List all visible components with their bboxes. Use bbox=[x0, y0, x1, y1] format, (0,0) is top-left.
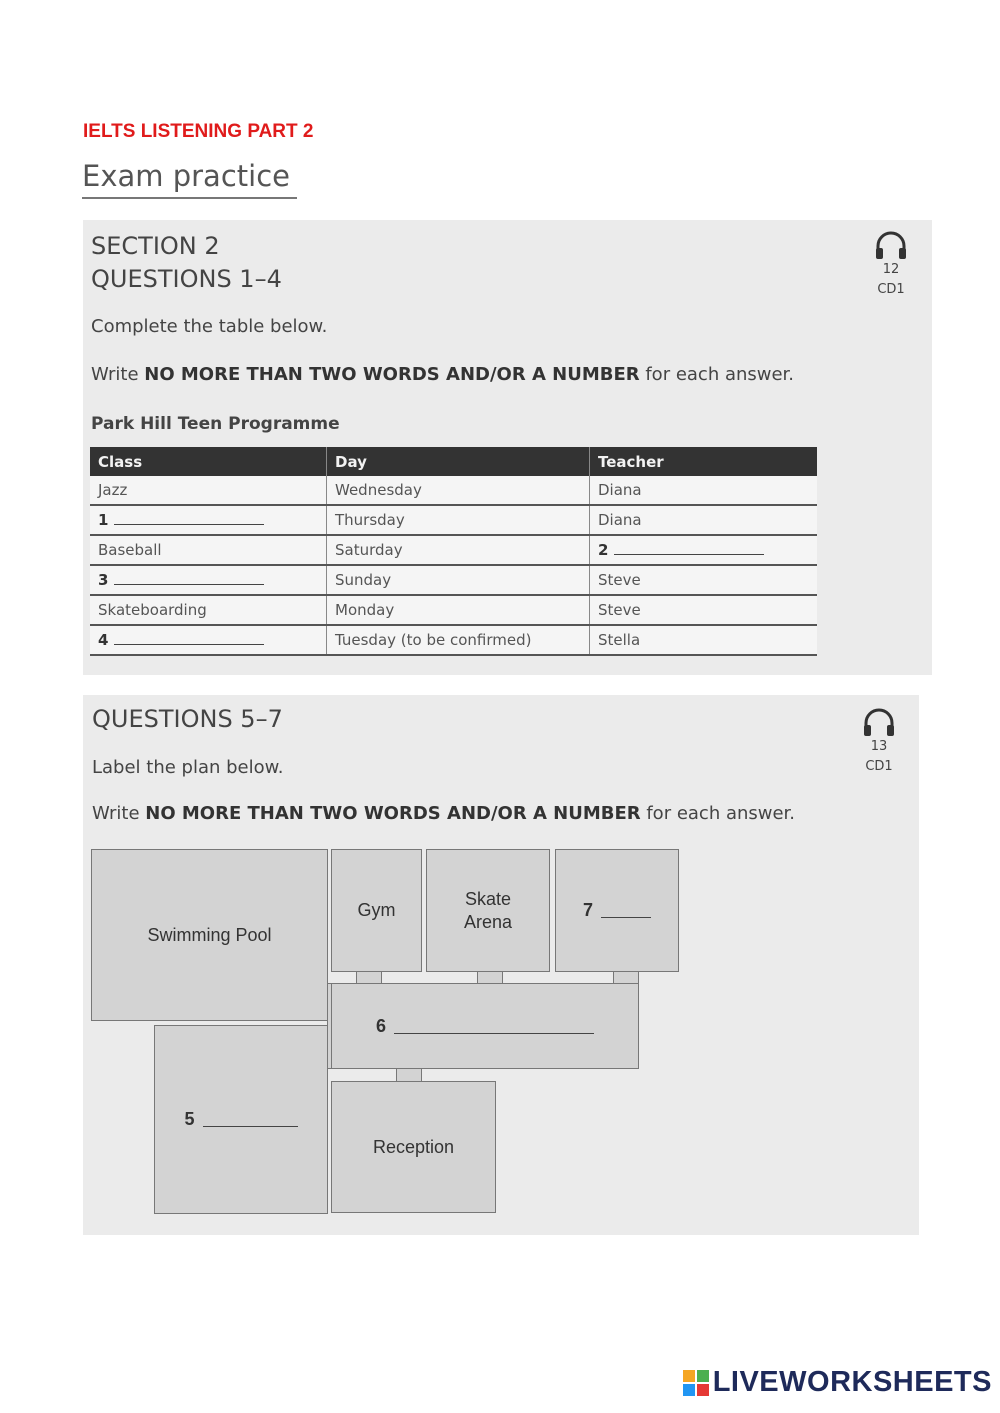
class-cell: Jazz bbox=[90, 476, 327, 505]
questions-heading: QUESTIONS 1–4 bbox=[91, 265, 282, 293]
day-cell: Saturday bbox=[327, 535, 590, 565]
instruction-label-plan: Label the plan below. bbox=[92, 757, 284, 778]
instruction-word-limit: Write NO MORE THAN TWO WORDS AND/OR A NUMBER for each answer. bbox=[91, 364, 795, 385]
table-row bbox=[90, 565, 817, 595]
answer-blank-4[interactable]: 4 bbox=[90, 625, 327, 655]
headphones-icon bbox=[873, 230, 909, 260]
questions-heading: QUESTIONS 5–7 bbox=[92, 705, 283, 733]
table-row bbox=[90, 625, 817, 655]
table-row bbox=[90, 476, 817, 505]
column-header: Teacher bbox=[590, 447, 818, 476]
day-cell: Sunday bbox=[327, 565, 590, 595]
logo-icon bbox=[683, 1370, 709, 1396]
floor-plan bbox=[83, 695, 919, 1235]
room-gym: Gym bbox=[331, 849, 422, 972]
day-cell: Tuesday (to be confirmed) bbox=[327, 625, 590, 655]
table-title: Park Hill Teen Programme bbox=[91, 414, 340, 434]
answer-blank-2[interactable]: 2 bbox=[590, 535, 818, 565]
answer-blank-5[interactable]: 5 bbox=[154, 1025, 328, 1214]
teacher-cell: Diana bbox=[590, 476, 818, 505]
day-cell: Thursday bbox=[327, 505, 590, 535]
table-row bbox=[90, 535, 817, 565]
questions-5-7-panel bbox=[83, 695, 919, 1235]
cd-label: CD1 bbox=[877, 282, 905, 297]
answer-blank-7[interactable]: 7 bbox=[555, 849, 679, 972]
teacher-cell: Steve bbox=[590, 565, 818, 595]
audio-track-badge[interactable] bbox=[863, 230, 919, 300]
teacher-cell: Stella bbox=[590, 625, 818, 655]
answer-blank-1[interactable]: 1 bbox=[90, 505, 327, 535]
cd-label: CD1 bbox=[865, 759, 893, 774]
class-cell: Skateboarding bbox=[90, 595, 327, 625]
teacher-cell: Steve bbox=[590, 595, 818, 625]
table-row bbox=[90, 595, 817, 625]
door bbox=[396, 1067, 422, 1082]
room-swimming-pool: Swimming Pool bbox=[91, 849, 328, 1021]
room-reception: Reception bbox=[331, 1081, 496, 1213]
class-cell: Baseball bbox=[90, 535, 327, 565]
column-header: Class bbox=[90, 447, 327, 476]
worksheet-label: IELTS LISTENING PART 2 bbox=[83, 121, 314, 142]
answer-blank-3[interactable]: 3 bbox=[90, 565, 327, 595]
liveworksheets-logo[interactable] bbox=[683, 1366, 992, 1399]
column-header: Day bbox=[327, 447, 590, 476]
track-number: 13 bbox=[870, 739, 888, 754]
day-cell: Monday bbox=[327, 595, 590, 625]
programme-table bbox=[90, 447, 817, 656]
answer-blank-6[interactable]: 6 bbox=[331, 983, 639, 1069]
teacher-cell: Diana bbox=[590, 505, 818, 535]
section-2-panel bbox=[83, 220, 932, 675]
table-row bbox=[90, 505, 817, 535]
room-skate-arena: Skate Arena bbox=[426, 849, 550, 972]
instruction-word-limit: Write NO MORE THAN TWO WORDS AND/OR A NUMBER for each answer. bbox=[92, 803, 796, 824]
track-number: 12 bbox=[882, 262, 900, 277]
logo-text: LIVEWORKSHEETS bbox=[712, 1366, 992, 1398]
instruction-complete: Complete the table below. bbox=[91, 316, 328, 337]
section-heading: SECTION 2 bbox=[91, 232, 220, 260]
page-title: Exam practice bbox=[82, 159, 297, 199]
day-cell: Wednesday bbox=[327, 476, 590, 505]
